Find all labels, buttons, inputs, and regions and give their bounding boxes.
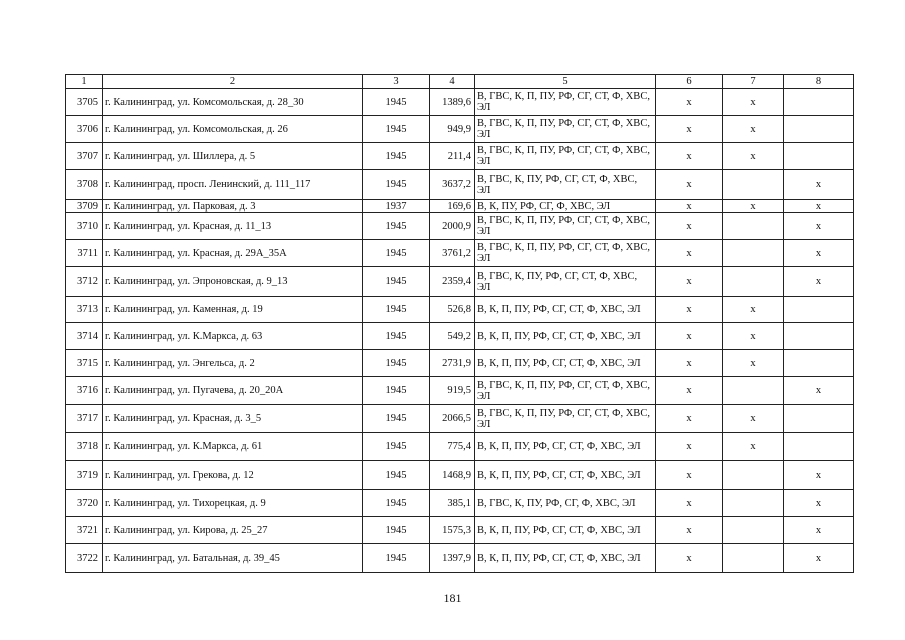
table-row xyxy=(66,544,854,573)
mark-col-8 xyxy=(784,405,854,433)
systems-list: В, ГВС, К, П, ПУ, РФ, СГ, СТ, Ф, ХВС, ЭЛ xyxy=(475,213,656,240)
table-row xyxy=(66,433,854,461)
mark-col-8: x xyxy=(784,200,854,213)
build-year: 1945 xyxy=(363,170,430,200)
mark-col-6: x xyxy=(656,517,723,544)
area: 2066,5 xyxy=(430,405,475,433)
address: г. Калининград, просп. Ленинский, д. 111_117 xyxy=(103,170,363,200)
area: 775,4 xyxy=(430,433,475,461)
mark-col-6: x xyxy=(656,170,723,200)
column-header: 2 xyxy=(103,75,363,89)
build-year: 1945 xyxy=(363,267,430,297)
mark-col-8 xyxy=(784,323,854,350)
mark-col-8 xyxy=(784,116,854,143)
table-row xyxy=(66,297,854,323)
address: г. Калининград, ул. К.Маркса, д. 63 xyxy=(103,323,363,350)
table-row xyxy=(66,170,854,200)
mark-col-7: x xyxy=(723,200,784,213)
table-row xyxy=(66,267,854,297)
address: г. Калининград, ул. Комсомольская, д. 26 xyxy=(103,116,363,143)
table-row xyxy=(66,517,854,544)
table-row xyxy=(66,89,854,116)
column-header: 5 xyxy=(475,75,656,89)
build-year: 1945 xyxy=(363,240,430,267)
area: 949,9 xyxy=(430,116,475,143)
build-year: 1945 xyxy=(363,323,430,350)
build-year: 1945 xyxy=(363,405,430,433)
mark-col-6: x xyxy=(656,377,723,405)
area: 549,2 xyxy=(430,323,475,350)
mark-col-8: x xyxy=(784,544,854,573)
row-number: 3714 xyxy=(66,323,103,350)
area: 211,4 xyxy=(430,143,475,170)
table-row xyxy=(66,405,854,433)
address: г. Калининград, ул. К.Маркса, д. 61 xyxy=(103,433,363,461)
table-row xyxy=(66,350,854,377)
mark-col-8 xyxy=(784,433,854,461)
column-header: 7 xyxy=(723,75,784,89)
systems-list: В, ГВС, К, П, ПУ, РФ, СГ, СТ, Ф, ХВС, ЭЛ xyxy=(475,89,656,116)
table-row xyxy=(66,143,854,170)
mark-col-6: x xyxy=(656,461,723,490)
area: 385,1 xyxy=(430,490,475,517)
mark-col-6: x xyxy=(656,323,723,350)
systems-list: В, ГВС, К, ПУ, РФ, СГ, СТ, Ф, ХВС, ЭЛ xyxy=(475,170,656,200)
address: г. Калининград, ул. Энгельса, д. 2 xyxy=(103,350,363,377)
row-number: 3706 xyxy=(66,116,103,143)
table-row xyxy=(66,240,854,267)
mark-col-6: x xyxy=(656,490,723,517)
build-year: 1945 xyxy=(363,517,430,544)
row-number: 3721 xyxy=(66,517,103,544)
mark-col-8 xyxy=(784,89,854,116)
build-year: 1945 xyxy=(363,433,430,461)
address: г. Калининград, ул. Кирова, д. 25_27 xyxy=(103,517,363,544)
column-header: 6 xyxy=(656,75,723,89)
build-year: 1937 xyxy=(363,200,430,213)
row-number: 3710 xyxy=(66,213,103,240)
row-number: 3720 xyxy=(66,490,103,517)
address: г. Калининград, ул. Парковая, д. 3 xyxy=(103,200,363,213)
mark-col-6: x xyxy=(656,240,723,267)
mark-col-8 xyxy=(784,297,854,323)
systems-list: В, К, П, ПУ, РФ, СГ, СТ, Ф, ХВС, ЭЛ xyxy=(475,517,656,544)
mark-col-7: x xyxy=(723,116,784,143)
systems-list: В, ГВС, К, ПУ, РФ, СГ, СТ, Ф, ХВС, ЭЛ xyxy=(475,267,656,297)
systems-list: В, К, П, ПУ, РФ, СГ, СТ, Ф, ХВС, ЭЛ xyxy=(475,544,656,573)
area: 3761,2 xyxy=(430,240,475,267)
row-number: 3707 xyxy=(66,143,103,170)
mark-col-7 xyxy=(723,170,784,200)
mark-col-6: x xyxy=(656,433,723,461)
systems-list: В, К, ПУ, РФ, СГ, Ф, ХВС, ЭЛ xyxy=(475,200,656,213)
table-row xyxy=(66,116,854,143)
mark-col-7: x xyxy=(723,350,784,377)
mark-col-8 xyxy=(784,350,854,377)
mark-col-7 xyxy=(723,377,784,405)
table-row xyxy=(66,213,854,240)
mark-col-6: x xyxy=(656,116,723,143)
mark-col-7: x xyxy=(723,89,784,116)
systems-list: В, ГВС, К, П, ПУ, РФ, СГ, СТ, Ф, ХВС, ЭЛ xyxy=(475,143,656,170)
address: г. Калининград, ул. Тихорецкая, д. 9 xyxy=(103,490,363,517)
row-number: 3713 xyxy=(66,297,103,323)
build-year: 1945 xyxy=(363,89,430,116)
systems-list: В, ГВС, К, П, ПУ, РФ, СГ, СТ, Ф, ХВС, ЭЛ xyxy=(475,240,656,267)
mark-col-6: x xyxy=(656,200,723,213)
row-number: 3708 xyxy=(66,170,103,200)
mark-col-7: x xyxy=(723,143,784,170)
area: 919,5 xyxy=(430,377,475,405)
table-row xyxy=(66,200,854,213)
row-number: 3716 xyxy=(66,377,103,405)
mark-col-7: x xyxy=(723,433,784,461)
area: 2359,4 xyxy=(430,267,475,297)
mark-col-8 xyxy=(784,143,854,170)
systems-list: В, ГВС, К, П, ПУ, РФ, СГ, СТ, Ф, ХВС, ЭЛ xyxy=(475,377,656,405)
column-header: 4 xyxy=(430,75,475,89)
systems-list: В, К, П, ПУ, РФ, СГ, СТ, Ф, ХВС, ЭЛ xyxy=(475,350,656,377)
systems-list: В, ГВС, К, П, ПУ, РФ, СГ, СТ, Ф, ХВС, ЭЛ xyxy=(475,405,656,433)
mark-col-8: x xyxy=(784,377,854,405)
mark-col-8: x xyxy=(784,490,854,517)
address: г. Калининград, ул. Красная, д. 3_5 xyxy=(103,405,363,433)
address: г. Калининград, ул. Шиллера, д. 5 xyxy=(103,143,363,170)
mark-col-7: x xyxy=(723,297,784,323)
mark-col-7: x xyxy=(723,405,784,433)
table-row xyxy=(66,461,854,490)
systems-list: В, К, П, ПУ, РФ, СГ, СТ, Ф, ХВС, ЭЛ xyxy=(475,461,656,490)
row-number: 3712 xyxy=(66,267,103,297)
area: 2000,9 xyxy=(430,213,475,240)
build-year: 1945 xyxy=(363,297,430,323)
row-number: 3711 xyxy=(66,240,103,267)
housing-register-table xyxy=(65,74,854,573)
area: 526,8 xyxy=(430,297,475,323)
address: г. Калининград, ул. Пугачева, д. 20_20А xyxy=(103,377,363,405)
mark-col-8: x xyxy=(784,461,854,490)
row-number: 3705 xyxy=(66,89,103,116)
mark-col-8: x xyxy=(784,517,854,544)
mark-col-8: x xyxy=(784,267,854,297)
row-number: 3718 xyxy=(66,433,103,461)
mark-col-7 xyxy=(723,213,784,240)
build-year: 1945 xyxy=(363,143,430,170)
area: 169,6 xyxy=(430,200,475,213)
mark-col-8: x xyxy=(784,213,854,240)
row-number: 3709 xyxy=(66,200,103,213)
systems-list: В, ГВС, К, ПУ, РФ, СГ, Ф, ХВС, ЭЛ xyxy=(475,490,656,517)
systems-list: В, К, П, ПУ, РФ, СГ, СТ, Ф, ХВС, ЭЛ xyxy=(475,323,656,350)
mark-col-8: x xyxy=(784,170,854,200)
address: г. Калининград, ул. Комсомольская, д. 28_30 xyxy=(103,89,363,116)
area: 1397,9 xyxy=(430,544,475,573)
column-header: 8 xyxy=(784,75,854,89)
mark-col-7 xyxy=(723,267,784,297)
build-year: 1945 xyxy=(363,213,430,240)
build-year: 1945 xyxy=(363,116,430,143)
mark-col-6: x xyxy=(656,143,723,170)
build-year: 1945 xyxy=(363,490,430,517)
address: г. Калининград, ул. Красная, д. 11_13 xyxy=(103,213,363,240)
table-row xyxy=(66,323,854,350)
address: г. Калининград, ул. Эпроновская, д. 9_13 xyxy=(103,267,363,297)
systems-list: В, К, П, ПУ, РФ, СГ, СТ, Ф, ХВС, ЭЛ xyxy=(475,297,656,323)
address: г. Калининград, ул. Каменная, д. 19 xyxy=(103,297,363,323)
mark-col-7 xyxy=(723,517,784,544)
systems-list: В, ГВС, К, П, ПУ, РФ, СГ, СТ, Ф, ХВС, ЭЛ xyxy=(475,116,656,143)
mark-col-8: x xyxy=(784,240,854,267)
mark-col-7 xyxy=(723,240,784,267)
page-number: 181 xyxy=(443,591,462,605)
row-number: 3715 xyxy=(66,350,103,377)
build-year: 1945 xyxy=(363,461,430,490)
mark-col-7 xyxy=(723,490,784,517)
table-body xyxy=(66,75,854,573)
area: 1575,3 xyxy=(430,517,475,544)
column-header: 1 xyxy=(66,75,103,89)
build-year: 1945 xyxy=(363,377,430,405)
table-row xyxy=(66,490,854,517)
area: 1468,9 xyxy=(430,461,475,490)
mark-col-7: x xyxy=(723,323,784,350)
mark-col-6: x xyxy=(656,89,723,116)
mark-col-7 xyxy=(723,461,784,490)
area: 2731,9 xyxy=(430,350,475,377)
column-header: 3 xyxy=(363,75,430,89)
area: 3637,2 xyxy=(430,170,475,200)
table-row xyxy=(66,377,854,405)
column-number-row xyxy=(66,75,854,89)
mark-col-6: x xyxy=(656,213,723,240)
mark-col-7 xyxy=(723,544,784,573)
address: г. Калининград, ул. Грекова, д. 12 xyxy=(103,461,363,490)
row-number: 3717 xyxy=(66,405,103,433)
build-year: 1945 xyxy=(363,544,430,573)
row-number: 3722 xyxy=(66,544,103,573)
systems-list: В, К, П, ПУ, РФ, СГ, СТ, Ф, ХВС, ЭЛ xyxy=(475,433,656,461)
mark-col-6: x xyxy=(656,350,723,377)
row-number: 3719 xyxy=(66,461,103,490)
mark-col-6: x xyxy=(656,405,723,433)
build-year: 1945 xyxy=(363,350,430,377)
area: 1389,6 xyxy=(430,89,475,116)
mark-col-6: x xyxy=(656,267,723,297)
address: г. Калининград, ул. Батальная, д. 39_45 xyxy=(103,544,363,573)
address: г. Калининград, ул. Красная, д. 29А_35А xyxy=(103,240,363,267)
mark-col-6: x xyxy=(656,297,723,323)
mark-col-6: x xyxy=(656,544,723,573)
